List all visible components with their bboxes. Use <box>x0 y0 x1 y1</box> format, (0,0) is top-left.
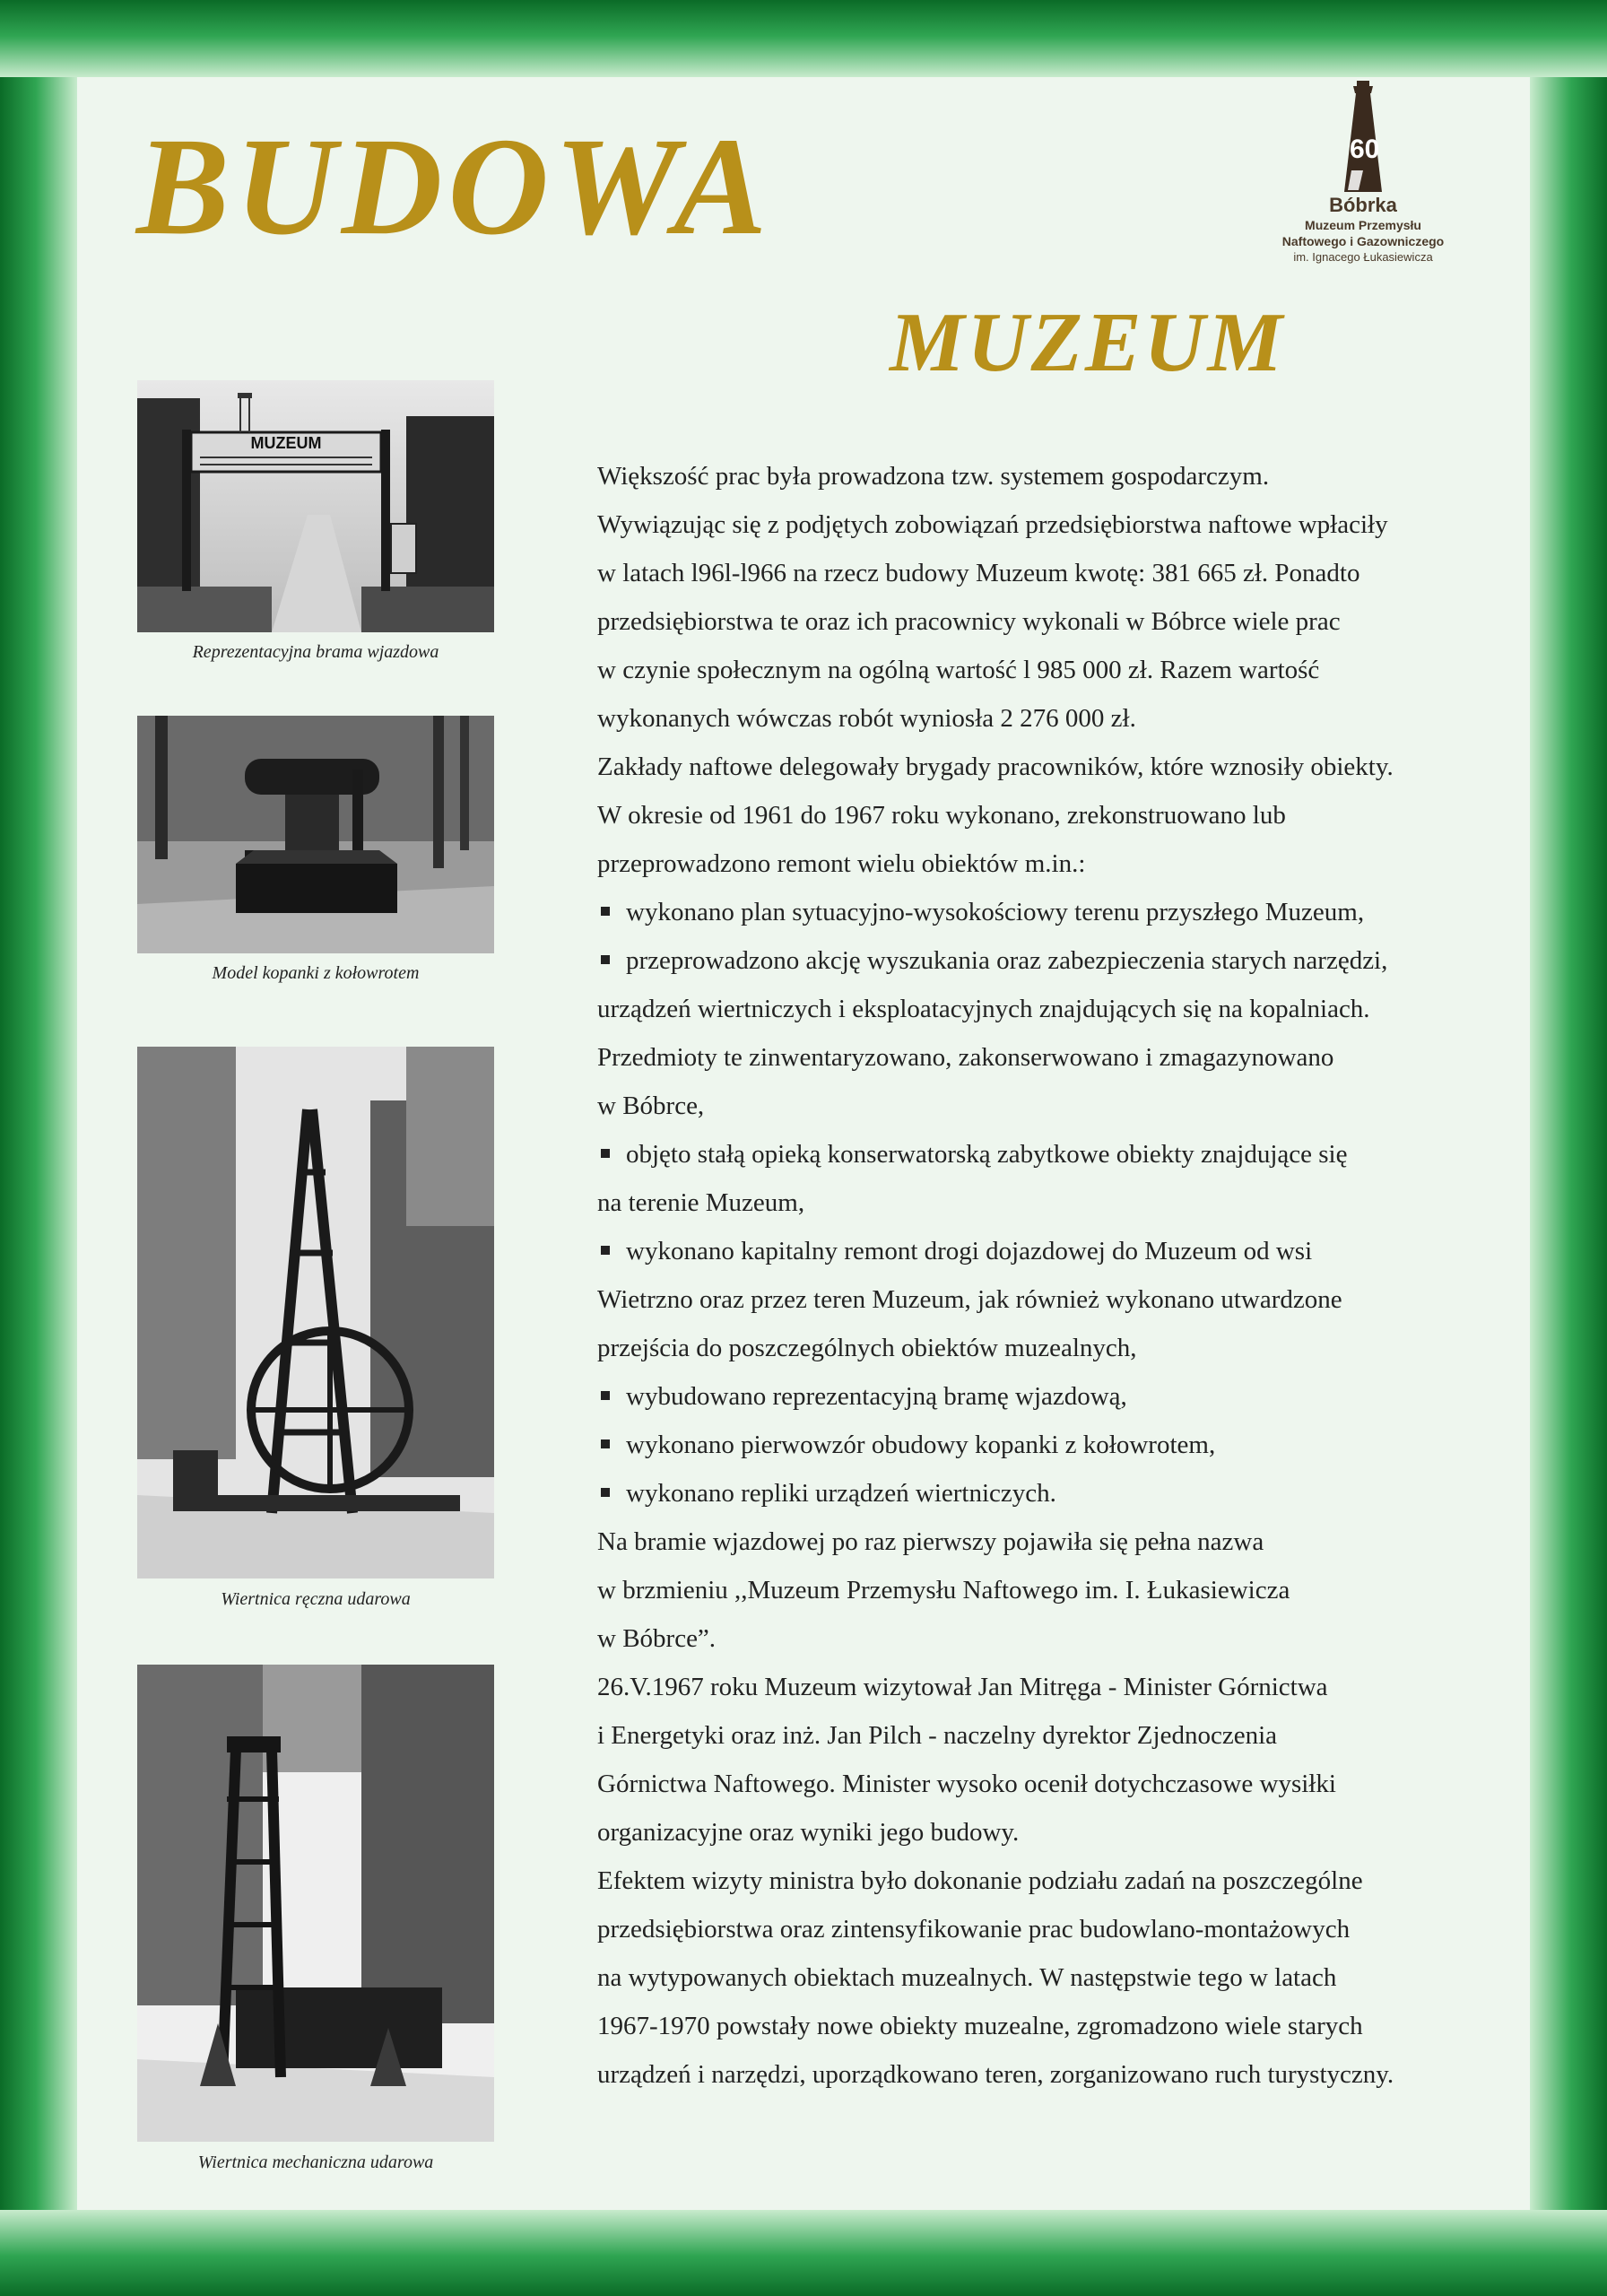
line-text: objęto stałą opieką konserwatorską zabytkowe obiekty znajdujące się <box>626 1140 1348 1169</box>
bullet-list-item <box>597 1227 1521 1275</box>
gate-sign-text: MUZEUM <box>250 434 322 452</box>
bullet-list-item <box>597 1372 1521 1421</box>
frame-right-edge <box>1530 0 1607 2296</box>
line-text: wykonano pierwowzór obudowy kopanki z kołowrotem, <box>626 1431 1216 1459</box>
poster-subtitle: MUZEUM <box>890 296 1286 389</box>
text-line <box>597 1808 1521 1857</box>
frame-left-edge <box>0 0 77 2296</box>
text-line <box>597 1711 1521 1760</box>
line-text: Górnictwa Naftowego. Minister wysoko ocenił dotychczasowe wysiłki <box>597 1770 1336 1798</box>
text-line <box>597 1178 1521 1227</box>
line-text: i Energetyki oraz inż. Jan Pilch - naczelny dyrektor Zjednoczenia <box>597 1721 1277 1750</box>
logo-badge: 60 <box>1350 135 1380 164</box>
text-line <box>597 1033 1521 1082</box>
bullet-list-item <box>597 1130 1521 1178</box>
line-text: Na bramie wjazdowej po raz pierwszy pojawiła się pełna nazwa <box>597 1527 1264 1556</box>
line-text: wykonano plan sytuacyjno-wysokościowy terenu przyszłego Muzeum, <box>626 898 1365 926</box>
text-line <box>597 597 1521 646</box>
bullet-list-item <box>597 1469 1521 1518</box>
line-text: Wywiązując się z podjętych zobowiązań przedsiębiorstwa naftowe wpłaciły <box>597 510 1388 539</box>
text-line <box>597 2050 1521 2099</box>
line-text: przejścia do poszczególnych obiektów muzealnych, <box>597 1334 1137 1362</box>
line-text: w Bóbrce”. <box>597 1624 717 1653</box>
line-text: wykonanych wówczas robót wyniosła 2 276 000 zł. <box>597 704 1136 733</box>
frame-top-edge <box>0 0 1607 77</box>
text-line <box>597 1082 1521 1130</box>
line-text: na wytypowanych obiektach muzealnych. W następstwie tego w latach <box>597 1963 1337 1992</box>
line-text: wykonano repliki urządzeń wiertniczych. <box>626 1479 1056 1508</box>
photo-gate <box>137 380 494 632</box>
square-bullet-icon <box>601 1391 610 1400</box>
text-line <box>597 646 1521 694</box>
caption-windlass: Model kopanki z kołowrotem <box>212 963 420 983</box>
text-line <box>597 791 1521 839</box>
derrick-logo-icon <box>1332 81 1394 192</box>
bullet-list-item <box>597 888 1521 936</box>
text-line <box>597 1905 1521 1953</box>
line-text: wybudowano reprezentacyjną bramę wjazdową, <box>626 1382 1127 1411</box>
logo-line-2: Naftowego i Gazowniczego <box>1281 234 1445 248</box>
bullet-list-item <box>597 1421 1521 1469</box>
logo-line-1: Muzeum Przemysłu <box>1305 218 1421 232</box>
line-text: 26.V.1967 roku Muzeum wizytował Jan Mitręga - Minister Górnictwa <box>597 1673 1328 1701</box>
text-line <box>597 694 1521 743</box>
museum-logo <box>1255 81 1471 278</box>
caption-hand-drill: Wiertnica ręczna udarowa <box>221 1589 411 1609</box>
text-line <box>597 1953 1521 2002</box>
body-text <box>597 452 1521 2099</box>
text-line <box>597 549 1521 597</box>
line-text: na terenie Muzeum, <box>597 1188 805 1217</box>
line-text: Zakłady naftowe delegowały brygady pracowników, które wznosiły obiekty. <box>597 752 1394 781</box>
square-bullet-icon <box>601 955 610 964</box>
bullet-list-item <box>597 936 1521 985</box>
square-bullet-icon <box>601 907 610 916</box>
text-line <box>597 743 1521 791</box>
text-line <box>597 452 1521 500</box>
line-text: w Bóbrce, <box>597 1091 705 1120</box>
text-line <box>597 1614 1521 1663</box>
line-text: Wietrzno oraz przez teren Muzeum, jak również wykonano utwardzone <box>597 1285 1342 1314</box>
square-bullet-icon <box>601 1149 610 1158</box>
text-line <box>597 1663 1521 1711</box>
line-text: urządzeń wiertniczych i eksploatacyjnych znajdujących się na kopalniach. <box>597 995 1370 1023</box>
photo-mechanical-drill <box>137 1665 494 2142</box>
text-line <box>597 1760 1521 1808</box>
square-bullet-icon <box>601 1246 610 1255</box>
text-line <box>597 1566 1521 1614</box>
text-line <box>597 1275 1521 1324</box>
line-text: w latach l96l-l966 na rzecz budowy Muzeum kwotę: 381 665 zł. Ponadto <box>597 559 1360 587</box>
logo-name: Bóbrka <box>1329 194 1397 216</box>
photo-windlass <box>137 716 494 953</box>
text-line <box>597 1324 1521 1372</box>
frame-bottom-edge <box>0 2210 1607 2296</box>
line-text: w czynie społecznym na ogólną wartość l 985 000 zł. Razem wartość <box>597 656 1320 684</box>
photo-hand-drill <box>137 1047 494 1578</box>
square-bullet-icon <box>601 1488 610 1497</box>
text-line <box>597 839 1521 888</box>
line-text: przedsiębiorstwa oraz zintensyfikowanie prac budowlano-montażowych <box>597 1915 1351 1944</box>
line-text: 1967-1970 powstały nowe obiekty muzealne, zgromadzono wiele starych <box>597 2012 1363 2040</box>
text-line <box>597 985 1521 1033</box>
square-bullet-icon <box>601 1439 610 1448</box>
line-text: organizacyjne oraz wyniki jego budowy. <box>597 1818 1020 1847</box>
line-text: przeprowadzono remont wielu obiektów m.in.: <box>597 849 1086 878</box>
line-text: przeprowadzono akcję wyszukania oraz zabezpieczenia starych narzędzi, <box>626 946 1388 975</box>
line-text: przedsiębiorstwa te oraz ich pracownicy wykonali w Bóbrce wiele prac <box>597 607 1341 636</box>
line-text: urządzeń i narzędzi, uporządkowano teren, zorganizowano ruch turystyczny. <box>597 2060 1394 2089</box>
line-text: W okresie od 1961 do 1967 roku wykonano, zrekonstruowano lub <box>597 801 1286 830</box>
line-text: Efektem wizyty ministra było dokonanie podziału zadań na poszczególne <box>597 1866 1363 1895</box>
line-text: Przedmioty te zinwentaryzowano, zakonserwowano i zmagazynowano <box>597 1043 1334 1072</box>
caption-gate: Reprezentacyjna brama wjazdowa <box>192 642 439 662</box>
line-text: Większość prac była prowadzona tzw. systemem gospodarczym. <box>597 462 1270 491</box>
line-text: wykonano kapitalny remont drogi dojazdowej do Muzeum od wsi <box>626 1237 1313 1265</box>
poster-title: BUDOWA <box>136 109 773 264</box>
caption-mechanical-drill: Wiertnica mechaniczna udarowa <box>197 2152 434 2172</box>
text-line <box>597 1857 1521 1905</box>
text-line <box>597 500 1521 549</box>
logo-line-3: im. Ignacego Łukasiewicza <box>1293 250 1433 264</box>
text-line <box>597 1518 1521 1566</box>
line-text: w brzmieniu ,,Muzeum Przemysłu Naftowego im. I. Łukasiewicza <box>597 1576 1290 1605</box>
text-line <box>597 2002 1521 2050</box>
